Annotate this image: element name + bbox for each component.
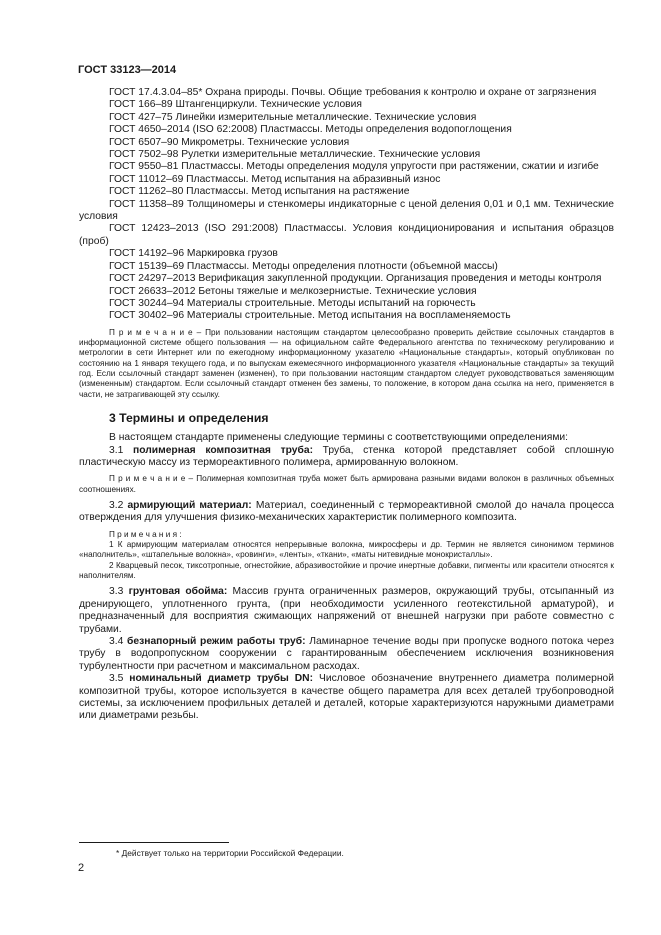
- note-label: П р и м е ч а н и е: [109, 327, 193, 337]
- reference-item: ГОСТ 166–89 Штангенциркули. Технические условия: [109, 99, 362, 111]
- reference-item: ГОСТ 7502–98 Рулетки измерительные металлические. Технические условия: [109, 149, 481, 161]
- reference-item: ГОСТ 17.4.3.04–85* Охрана природы. Почвы. Общие требования к контролю и охране от загрязнения: [109, 87, 597, 98]
- term-3-5: [79, 673, 614, 723]
- note-text: – При пользовании настоящим стандартом целесообразно проверить действие ссылочных стандартов в информационной системе общего пользования — на официальном сайте Федерального агентства по техническому регулированию и метрологии в сети Интернет или по ежегодному информационному указателю «Национальные стандарты», который опубликован по состоянию на 1 января текущего года, и по выпускам ежемесячного информационного указателя «Национальные стандарты» за текущий год. Если ссылочный стандарт заменен (изменен), то при пользовании настоящим стандартом следует руководствоваться заменяющим (измененным) стандартом. Если ссылочный стандарт отменен без замены, то положение, в котором дана ссылка на него, применяется в части, не затрагивающей эту ссылку.: [79, 327, 614, 399]
- reference-item: ГОСТ 11012–69 Пластмассы. Метод испытания на абразивный износ: [109, 173, 441, 185]
- page-number: 2: [78, 862, 85, 874]
- term-3-1-note: [79, 474, 614, 495]
- reference-item: ГОСТ 6507–90 Микрометры. Технические условия: [109, 136, 350, 148]
- reference-item: ГОСТ 12423–2013 (ISO 291:2008) Пластмассы. Условия кондиционирования и испытания образцов (проб): [79, 223, 614, 247]
- term-number: 3.5: [109, 673, 130, 685]
- normative-references-list: [79, 87, 614, 323]
- section-intro: В настоящем стандарте применены следующие термины с соответствующими определениями:: [109, 432, 569, 444]
- reference-item: ГОСТ 14192–96 Маркировка грузов: [109, 248, 278, 260]
- reference-item: ГОСТ 4650–2014 (ISO 62:2008) Пластмассы. Методы определения водопоглощения: [109, 124, 512, 136]
- reference-item: ГОСТ 15139–69 Пластмассы. Методы определения плотности (объемной массы): [109, 260, 498, 272]
- reference-item: ГОСТ 427–75 Линейки измерительные металлические. Технические условия: [109, 111, 477, 123]
- term-definition: Материал, соединенный с термореактивной смолой до начала процесса отверждения для улучшения физико-механических характеристик полимерного композита.: [79, 500, 614, 524]
- note-text: – Полимерная композитная труба может быть армирована разными видами волокон в различных объемных соотношениях.: [79, 474, 614, 494]
- term-3-1: [79, 445, 614, 470]
- reference-item: ГОСТ 24297–2013 Верификация закупленной продукции. Организация проведения и методы контроля: [109, 273, 602, 285]
- term-definition: Массив грунта ограниченных размеров, окружающий трубы, отсыпанный из дренирующего, уплотненного грунта, (при необходимости усиленного геотекстильной арматурой), и предназначенный для восприятия сжимающих напряжений от внешней нагрузки при работе совместно с трубами.: [79, 586, 614, 635]
- term-definition: Ламинарное течение воды при пропуске водного потока через трубу в водопропускном сооружении с гарантированным обеспечением исключения возникновения турбулентности при расчетном и максимальном расходах.: [79, 635, 614, 672]
- term-name: полимерная композитная труба:: [132, 444, 314, 456]
- term-3-2-note-2: 2 Кварцевый песок, тиксотропные, огнестойкие, абразивостойкие и прочие инертные добавки, пигменты или красители относятся к наполнителям.: [79, 560, 614, 581]
- term-number: 3.2: [109, 500, 128, 512]
- term-name: номинальный диаметр трубы DN:: [129, 673, 314, 685]
- term-definition: Труба, стенка которой представляет собой сплошную пластическую массу из термореактивного полимера, армированную волокном.: [79, 444, 614, 469]
- reference-item: ГОСТ 11358–89 Толщиномеры и стенкомеры индикаторные с ценой деления 0,01 и 0,1 мм. Технические условия: [79, 198, 614, 223]
- note-label: П р и м е ч а н и е: [109, 474, 186, 484]
- term-3-2: [79, 500, 614, 525]
- reference-item: ГОСТ 11262–80 Пластмассы. Метод испытания на растяжение: [109, 186, 410, 198]
- term-3-2-note-1: 1 К армирующим материалам относятся непрерывные волокна, микросферы и др. Термин не является синонимом терминов «наполнитель», «штапельные волокна», «ровинги», «ленты», «ткани», «маты нитевидные монокристаллы».: [79, 540, 614, 560]
- term-name: грунтовая обойма:: [128, 586, 228, 598]
- term-definition: Числовое обозначение внутреннего диаметра полимерной композитной трубы, которое используется в качестве общего параметра для всех деталей трубопроводной системы, за исключением профильных деталей и деталей, которые характеризуются наружными диаметрами или диаметрами резьбы.: [79, 673, 615, 722]
- section-heading: 3 Термины и определения: [109, 410, 269, 425]
- term-name: армирующий материал:: [127, 500, 252, 512]
- reference-item: ГОСТ 26633–2012 Бетоны тяжелые и мелкозернистые. Технические условия: [109, 285, 477, 297]
- reference-item: ГОСТ 30244–94 Материалы строительные. Методы испытаний на горючесть: [109, 297, 476, 309]
- reference-item: ГОСТ 30402–96 Материалы строительные. Метод испытания на воспламеняемость: [109, 310, 511, 322]
- term-number: 3.1: [109, 444, 133, 456]
- term-3-2-notes-label: П р и м е ч а н и я :: [109, 529, 182, 539]
- document-header: ГОСТ 33123—2014: [78, 64, 177, 76]
- term-3-4: [79, 636, 614, 673]
- footnote: * Действует только на территории Российской Федерации.: [116, 848, 344, 858]
- reference-item: ГОСТ 9550–81 Пластмассы. Методы определения модуля упругости при растяжении, сжатии и изгибе: [109, 161, 599, 173]
- footnote-separator: [79, 842, 229, 843]
- document-body: [79, 87, 614, 723]
- term-3-3: [79, 586, 614, 636]
- term-number: 3.3: [109, 586, 129, 598]
- term-number: 3.4: [109, 635, 128, 647]
- references-note: [79, 328, 614, 400]
- term-name: безнапорный режим работы труб:: [127, 635, 306, 647]
